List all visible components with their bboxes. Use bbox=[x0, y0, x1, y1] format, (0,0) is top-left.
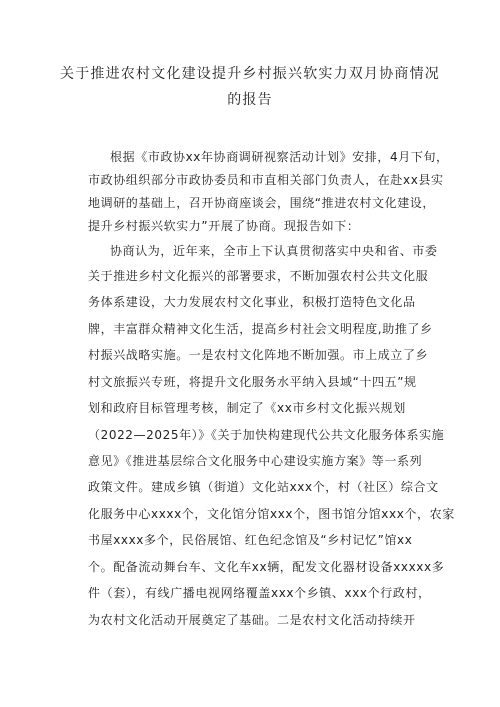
body-line: 牌，丰富群众精神文化生活，提高乡村社会文明程度,助推了乡 bbox=[88, 322, 433, 336]
body-line: 关于推进乡村文化振兴的部署要求，不断加强农村公共文化服 bbox=[88, 269, 429, 283]
body-line: 协商认为，近年来，全市上下认真贯彻落实中央和省、市委 bbox=[110, 244, 438, 258]
body-line: 地调研的基础上，召开协商座谈会，围绕“推进农村文化建设， bbox=[88, 196, 436, 210]
body-line: 件（套），有线广播电视网络覆盖xxx个乡镇、xxx个行政村， bbox=[88, 586, 431, 600]
body-line: 村振兴战略实施。一是农村文化阵地不断加强。市上成立了乡 bbox=[88, 348, 429, 362]
body-line: 政策文件。建成乡镇（街道）文化站xxx个，村（社区）综合文 bbox=[88, 480, 439, 494]
document-title-line-1: 关于推进农村文化建设提升乡村振兴软实力双月协商情况 bbox=[60, 66, 440, 82]
body-line: 书屋xxxx多个，民俗展馆、红色纪念馆及“乡村记忆”馆xx bbox=[88, 533, 413, 547]
body-line: 市政协组织部分市政协委员和市直相关部门负责人，在赴xx县实 bbox=[88, 173, 444, 187]
body-line: 划和政府目标管理考核，制定了《xx市乡村文化振兴规划 bbox=[88, 401, 406, 415]
body-line: （2022—2025年）》《关于加快构建现代公共文化服务体系实施 bbox=[88, 428, 445, 442]
body-line: 个。配备流动舞台车、文化车xx辆，配发文化器材设备xxxxx多 bbox=[88, 560, 445, 574]
body-line: 意见》《推进基层综合文化服务中心建设实施方案》等一系列 bbox=[88, 454, 423, 468]
body-line: 为农村文化活动开展奠定了基础。二是农村文化活动持续开 bbox=[88, 613, 416, 627]
body-line: 根据《市政协xx年协商调研视察活动计划》安排，4月下旬， bbox=[110, 150, 449, 164]
body-line: 提升乡村振兴软实力”开展了协商。现报告如下： bbox=[88, 219, 360, 233]
document-title-line-2: 的报告 bbox=[227, 92, 273, 108]
body-line: 务体系建设，大力发展农村文化事业，积极打造特色文化品 bbox=[88, 295, 416, 309]
body-line: 化服务中心xxxx个，文化馆分馆xxx个，图书馆分馆xxx个，农家 bbox=[88, 507, 455, 521]
body-line: 村文旅振兴专班，将提升文化服务水平纳入县域“十四五”规 bbox=[88, 375, 417, 389]
